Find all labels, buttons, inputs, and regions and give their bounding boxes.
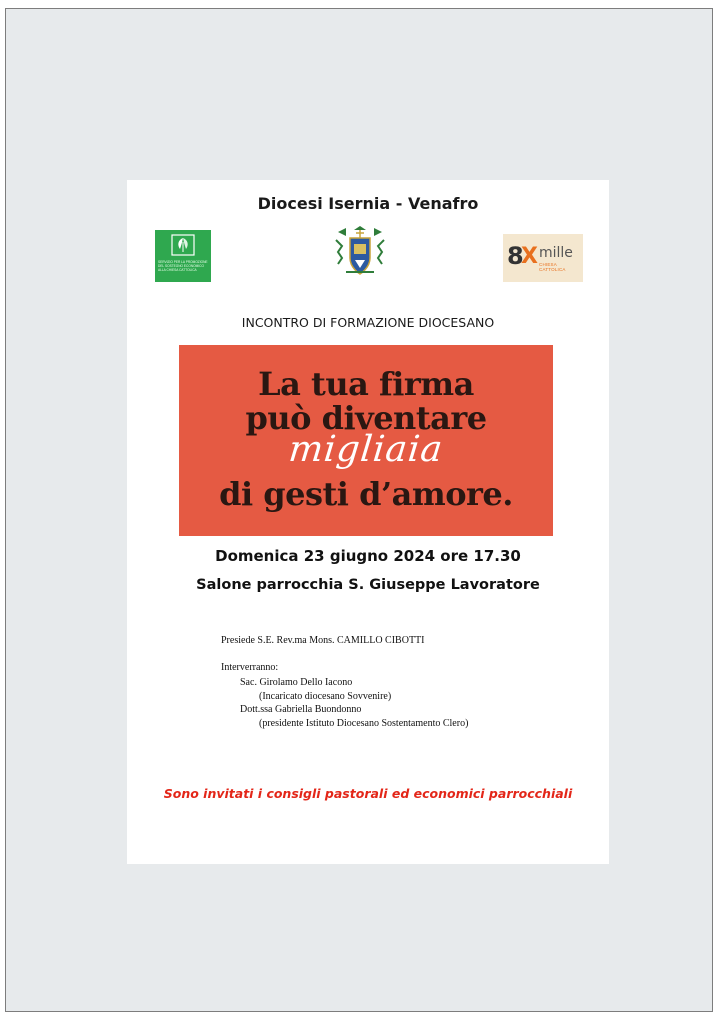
event-type: INCONTRO DI FORMAZIONE DIOCESANO (241, 315, 495, 330)
sovvenire-logo-text: SERVIZIO PER LA PROMOZIONE DEL SOSTEGNO ECONOMICO ALLA CHIESA CATTOLICA (158, 260, 208, 272)
speaker-name: Sac. Girolamo Dello Iacono (240, 677, 353, 688)
sovvenire-logo (155, 230, 211, 282)
coat-of-arms-icon (332, 226, 388, 284)
invitation-note: Sono invitati i consigli pastorali ed economici parrocchiali (163, 786, 573, 801)
slogan-line-4: di gesti d’amore. (219, 475, 513, 513)
slogan-line-2: può diventare (245, 399, 487, 437)
slogan-line-1: La tua firma (258, 365, 474, 403)
speaker-role: (presidente Istituto Diocesano Sostentamento Clero) (259, 718, 469, 729)
page-frame (5, 8, 713, 1012)
poster (127, 180, 609, 864)
8xmille-logo (503, 234, 583, 282)
speaker-name: Dott.ssa Gabriella Buondonno (240, 704, 362, 715)
event-date-time: Domenica 23 giugno 2024 ore 17.30 (215, 547, 521, 565)
sovvenire-leaf-icon (171, 234, 195, 256)
speakers-label: Interverranno: (221, 662, 279, 673)
slogan-script-word: migliaia (286, 429, 446, 470)
speaker-role: (Incaricato diocesano Sovvenire) (259, 691, 392, 702)
8xmille-mille: mille (539, 245, 573, 261)
8xmille-x: X (521, 244, 538, 269)
8xmille-subtitle: CHIESA CATTOLICA (539, 262, 566, 272)
event-venue: Salone parrocchia S. Giuseppe Lavoratore (196, 577, 540, 593)
8xmille-eight: 8 (507, 242, 523, 270)
presides-line: Presiede S.E. Rev.ma Mons. CAMILLO CIBOTTI (221, 635, 425, 646)
slogan-banner (179, 345, 553, 536)
diocese-title: Diocesi Isernia - Venafro (257, 194, 479, 213)
